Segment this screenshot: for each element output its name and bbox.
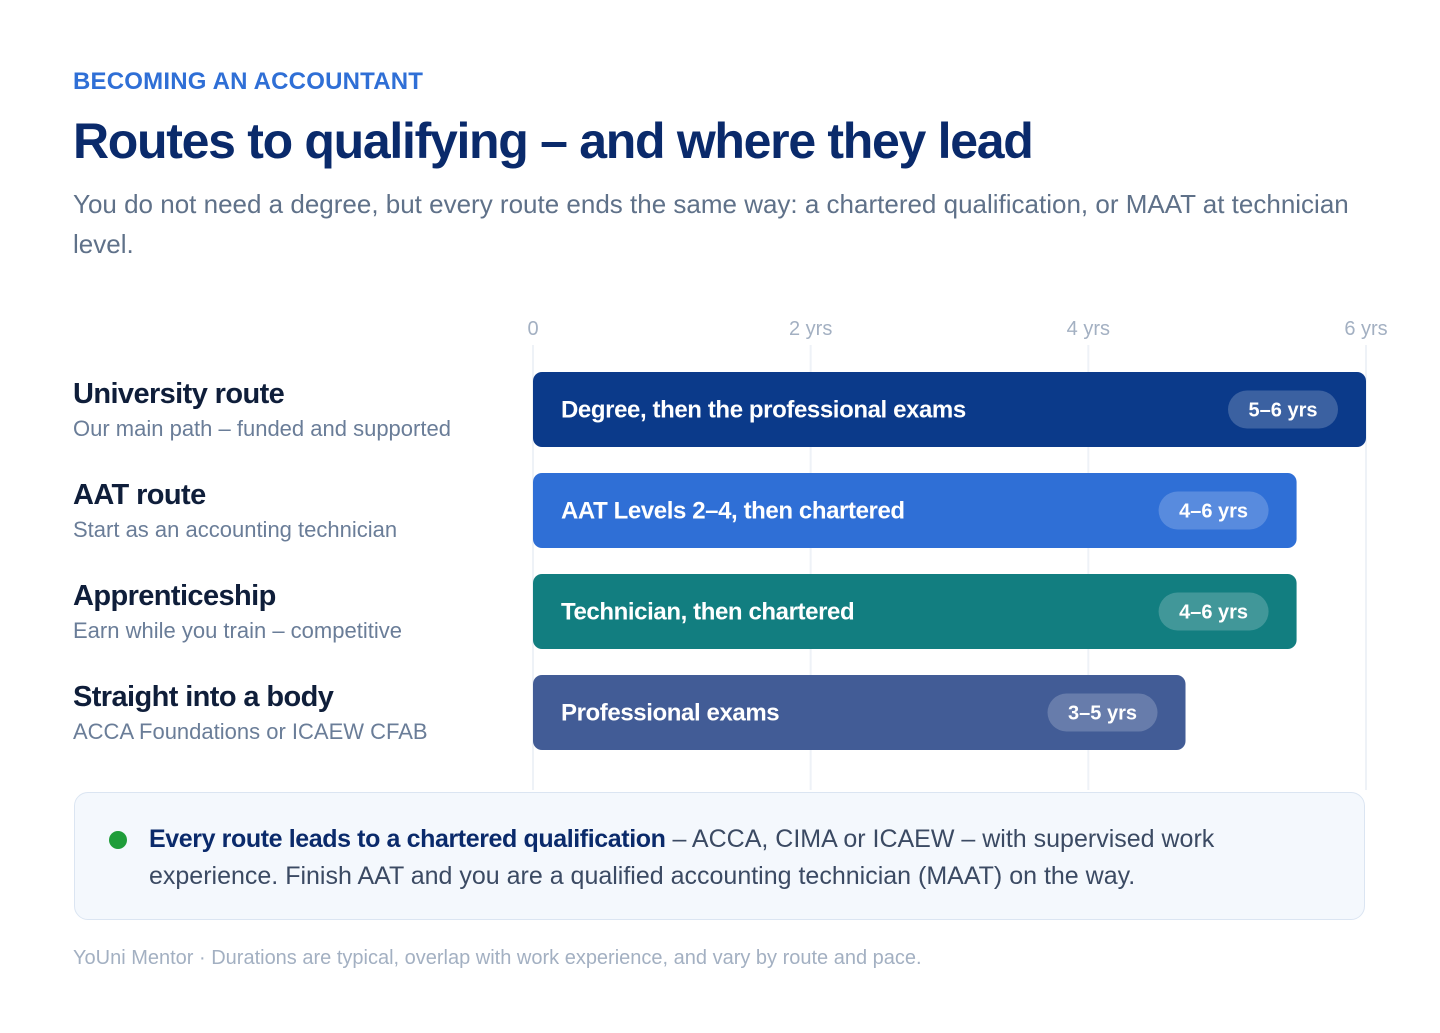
duration-badge-text: 4–6 yrs [1179, 601, 1249, 624]
bar-label: Technician, then chartered [561, 598, 855, 626]
summary-note-body: – ACCA, CIMA or ICAEW – with supervised work experience. Finish AAT and you are a qualified accounting technician (MAAT) on the way. [149, 825, 1215, 890]
duration-badge-text: 5–6 yrs [1248, 399, 1318, 422]
status-dot-icon [109, 831, 127, 849]
x-tick-label: 6 yrs [1344, 318, 1388, 340]
summary-note-bold: Every route leads to a chartered qualification [149, 825, 666, 853]
bar-label: AAT Levels 2–4, then chartered [561, 497, 905, 525]
eyebrow-label: BECOMING AN ACCOUNTANT [73, 68, 424, 95]
bar-label: Professional exams [561, 699, 780, 727]
x-tick-label: 0 [527, 318, 539, 340]
footer-note: YoUni Mentor · Durations are typical, overlap with work experience, and vary by route and pace. [73, 947, 922, 969]
duration-badge-text: 4–6 yrs [1179, 500, 1249, 523]
row-name: AAT route [73, 479, 206, 511]
row-name: Apprenticeship [73, 580, 276, 612]
duration-badge-text: 3–5 yrs [1068, 702, 1138, 725]
row-name: Straight into a body [73, 681, 334, 713]
row-name: University route [73, 378, 285, 410]
row-description: Start as an accounting technician [73, 517, 398, 542]
summary-note-text [149, 821, 1329, 895]
row-description: Earn while you train – competitive [73, 618, 402, 643]
row-description: ACCA Foundations or ICAEW CFAB [73, 719, 428, 744]
x-tick-label: 4 yrs [1066, 318, 1111, 340]
x-tick-label: 2 yrs [788, 318, 833, 340]
bar-label: Degree, then the professional exams [561, 396, 966, 424]
row-description: Our main path – funded and supported [73, 416, 451, 441]
summary-note [74, 792, 1365, 920]
page-subtitle: You do not need a degree, but every route ends the same way: a chartered qualification, or MAAT at technician level. [73, 189, 1349, 259]
page-title: Routes to qualifying – and where they lead [73, 113, 1033, 169]
